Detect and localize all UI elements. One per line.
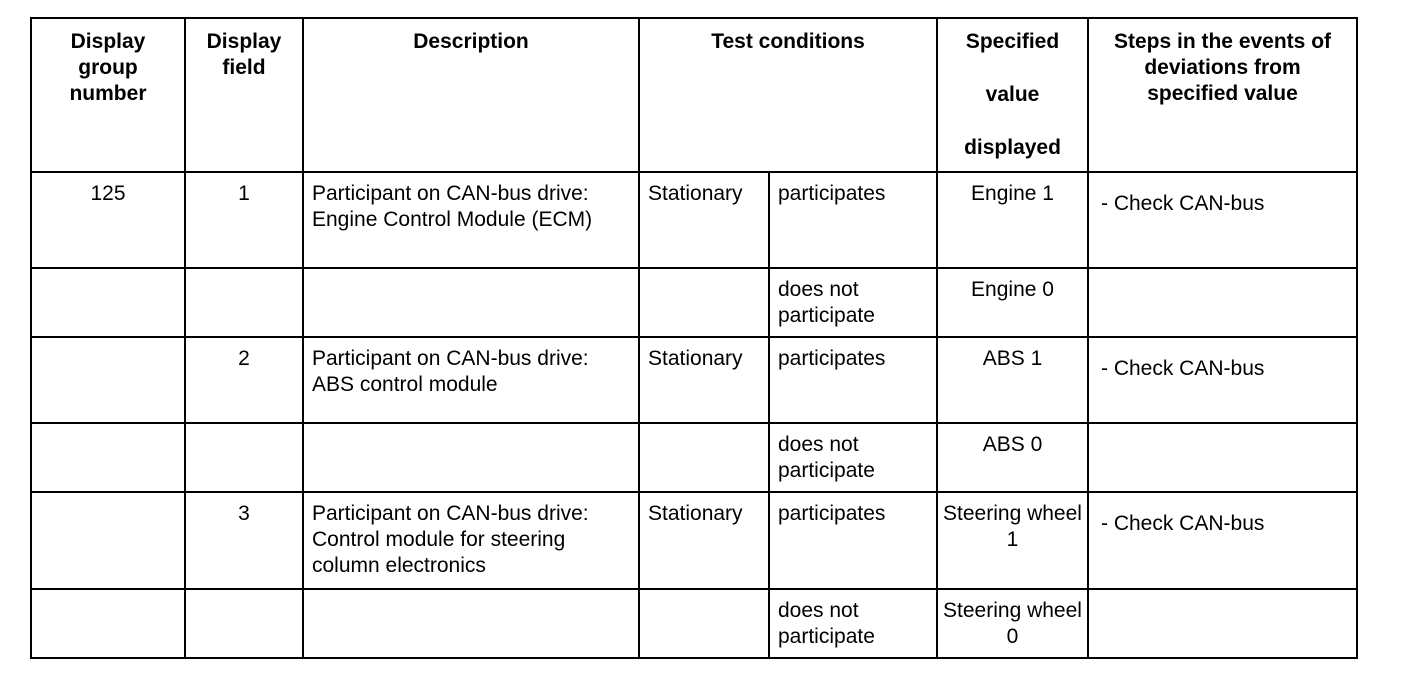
cell-description: Participant on CAN-bus drive: Engine Control Module (ECM) [303,172,639,268]
cell-condition: Stationary [639,492,769,589]
cell-state: participates [769,172,937,268]
header-specified-value-line-1: Specified [965,30,1060,53]
cell-group [31,423,185,492]
cell-group [31,589,185,658]
cell-field [185,423,303,492]
table-row [31,492,1357,589]
cell-group: 125 [31,172,185,268]
cell-steps [1088,423,1357,492]
header-display-group-number: Display group number [31,18,185,172]
cell-description: Participant on CAN-bus drive: Control module for steering column electronics [303,492,639,589]
cell-steps [1088,268,1357,337]
header-row [31,18,1357,172]
header-test-conditions: Test conditions [639,18,937,172]
header-specified-value-line-2: value [985,83,1040,106]
header-specified-value [937,18,1088,172]
cell-state: does not participate [769,268,937,337]
table-row [31,268,1357,337]
cell-value: Engine 0 [937,268,1088,337]
cell-value: ABS 0 [937,423,1088,492]
cell-steps [1088,589,1357,658]
cell-condition: Stationary [639,172,769,268]
header-steps: Steps in the events of deviations from specified value [1088,18,1357,172]
cell-field [185,268,303,337]
cell-state: participates [769,337,937,423]
cell-steps: - Check CAN-bus [1088,172,1357,268]
cell-field [185,589,303,658]
cell-steps: - Check CAN-bus [1088,492,1357,589]
cell-value: ABS 1 [937,337,1088,423]
cell-condition [639,423,769,492]
cell-field: 3 [185,492,303,589]
table-row [31,172,1357,268]
cell-group [31,337,185,423]
cell-value: Engine 1 [937,172,1088,268]
table-row [31,337,1357,423]
cell-description: Participant on CAN-bus drive: ABS control module [303,337,639,423]
cell-description [303,268,639,337]
cell-description [303,589,639,658]
cell-description [303,423,639,492]
cell-steps: - Check CAN-bus [1088,337,1357,423]
cell-field: 2 [185,337,303,423]
cell-group [31,268,185,337]
cell-condition [639,268,769,337]
cell-condition: Stationary [639,337,769,423]
header-display-field: Display field [185,18,303,172]
cell-state: participates [769,492,937,589]
table-row [31,589,1357,658]
header-specified-value-line-3: displayed [964,136,1061,159]
table-row [31,423,1357,492]
header-description: Description [303,18,639,172]
cell-state: does not participate [769,423,937,492]
cell-value: Steering wheel 1 [937,492,1088,589]
cell-condition [639,589,769,658]
diagnostic-table-container [30,17,1356,659]
cell-state: does not participate [769,589,937,658]
measured-value-table [30,17,1358,659]
cell-field: 1 [185,172,303,268]
cell-value: Steering wheel 0 [937,589,1088,658]
cell-group [31,492,185,589]
